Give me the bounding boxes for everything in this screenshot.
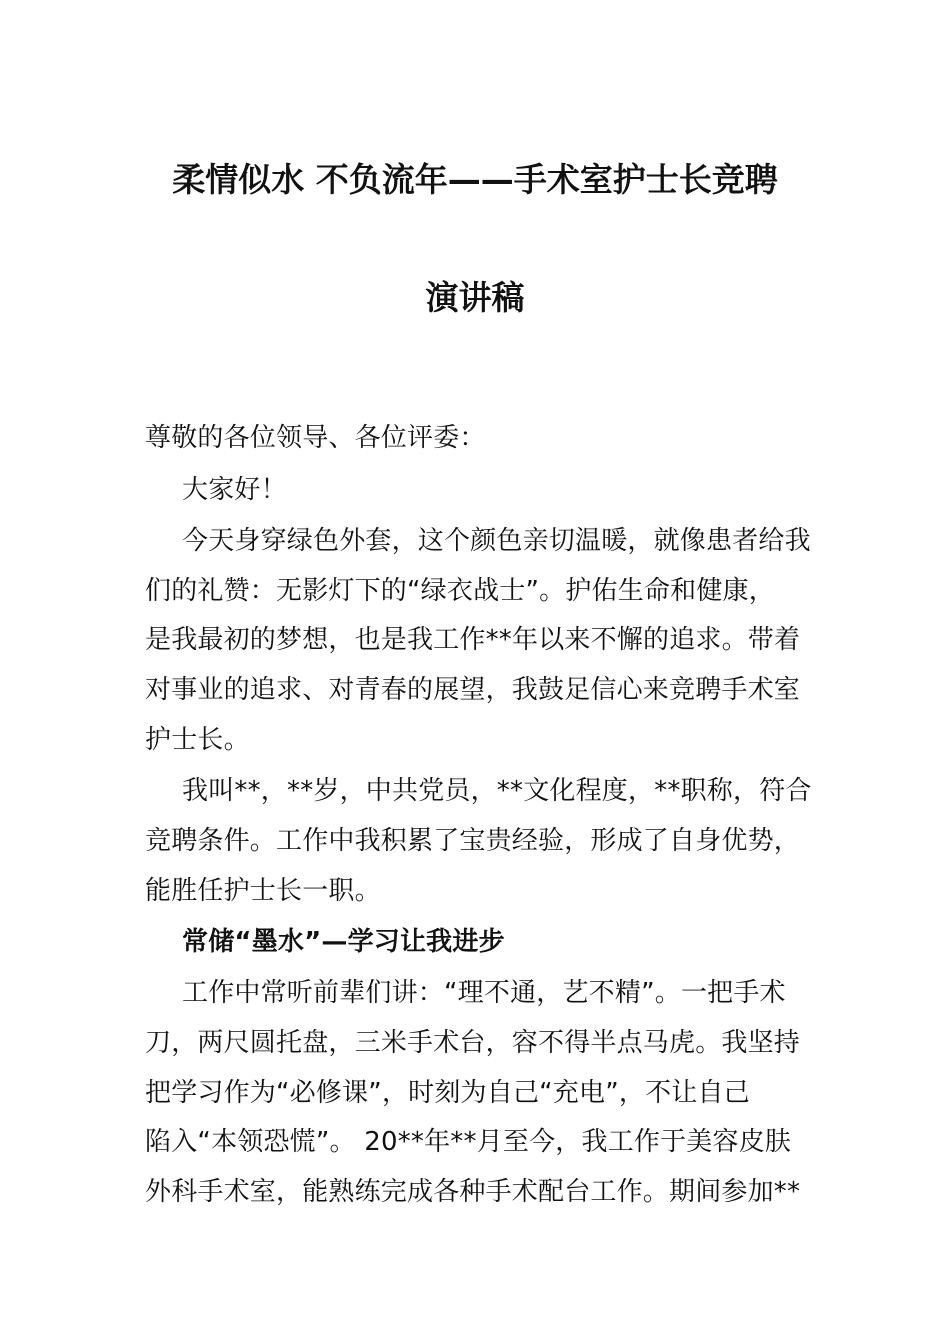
section-heading: 常储“墨水”—学习让我进步 <box>182 927 505 957</box>
document-title-line-1: 柔情似水 不负流年——手术室护士长竞聘 <box>172 160 778 199</box>
paragraph-line: 我叫**，**岁，中共党员，**文化程度，**职称，符合 <box>182 776 812 806</box>
paragraph-line: 把学习作为“必修课”，时刻为自己“充电”，不让自己 <box>145 1078 750 1108</box>
salutation: 尊敬的各位领导、各位评委： <box>145 423 486 453</box>
paragraph-line: 刀，两尺圆托盘，三米手术台，容不得半点马虎。我坚持 <box>145 1028 801 1058</box>
paragraph-line: 是我最初的梦想，也是我工作**年以来不懈的追求。带着 <box>145 625 801 655</box>
document-title-line-2: 演讲稿 <box>425 278 525 317</box>
paragraph-line: 护士长。 <box>145 725 250 755</box>
greeting: 大家好！ <box>182 475 287 505</box>
paragraph-line: 对事业的追求、对青春的展望，我鼓足信心来竞聘手术室 <box>145 675 801 705</box>
paragraph-line: 竞聘条件。工作中我积累了宝贵经验，形成了自身优势， <box>145 826 801 856</box>
paragraph-line: 今天身穿绿色外套，这个颜色亲切温暖，就像患者给我 <box>182 526 811 556</box>
paragraph-line: 外科手术室，能熟练完成各种手术配台工作。期间参加** <box>145 1177 801 1207</box>
paragraph-line: 们的礼赞：无影灯下的“绿衣战士”。护佑生命和健康， <box>145 576 775 606</box>
paragraph-line: 能胜任护士长一职。 <box>145 876 381 906</box>
paragraph-line: 陷入“本领恐慌”。 20**年**月至今，我工作于美容皮肤 <box>145 1127 792 1157</box>
paragraph-line: 工作中常听前辈们讲：“理不通，艺不精”。一把手术 <box>182 978 786 1008</box>
